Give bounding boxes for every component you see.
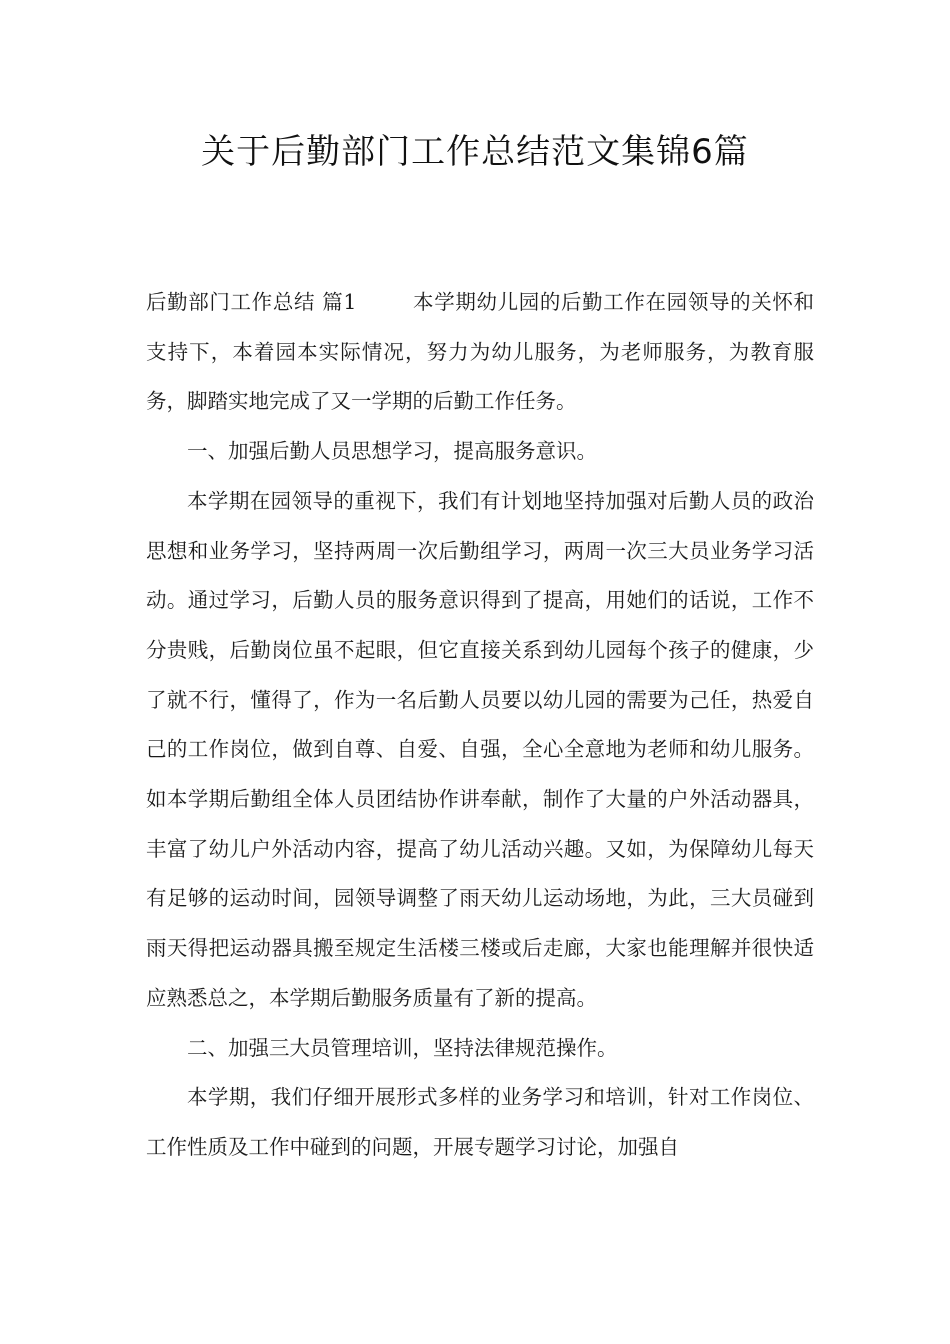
heading-two: 二、加强三大员管理培训，坚持法律规范操作。: [187, 1035, 618, 1060]
paragraph-intro-text: 本学期幼儿园的后勤工作在园领导的关怀和支持下，本着园本实际情况，努力为幼儿服务，为老师服务，为教育服务，脚踏实地完成了又一学期的后勤工作任务。: [146, 290, 815, 414]
paragraph-one: 本学期在园领导的重视下，我们有计划地坚持加强对后勤人员的政治思想和业务学习，坚持两周一次后勤组学习，两周一次三大员业务学习活动。通过学习，后勤人员的服务意识得到了提高，用她们的话说，工作不分贵贱，后勤岗位虽不起眼，但它直接关系到幼儿园每个孩子的健康，少了就不行，懂得了，作为一名后勤人员要以幼儿园的需要为己任，热爱自己的工作岗位，做到自尊、自爱、自强，全心全意地为老师和幼儿服务。如本学期后勤组全体人员团结协作讲奉献，制作了大量的户外活动器具，丰富了幼儿户外活动内容，提高了幼儿活动兴趣。又如，为保障幼儿每天有足够的运动时间，园领导调整了雨天幼儿运动场地，为此，三大员碰到雨天得把运动器具搬至规定生活楼三楼或后走廊，大家也能理解并很快适应熟悉总之，本学期后勤服务质量有了新的提高。: [146, 488, 814, 1010]
document-title: 关于后勤部门工作总结范文集锦6篇: [201, 132, 749, 172]
paragraph-intro: [146, 278, 814, 427]
document-body: [146, 278, 814, 1173]
paragraph-two: 本学期，我们仔细开展形式多样的业务学习和培训，针对工作岗位、工作性质及工作中碰到的问题，开展专题学习讨论，加强自: [146, 1085, 814, 1159]
heading-one: 一、加强后勤人员思想学习，提高服务意识。: [187, 439, 597, 464]
section-label: 后勤部门工作总结 篇1: [146, 290, 357, 314]
